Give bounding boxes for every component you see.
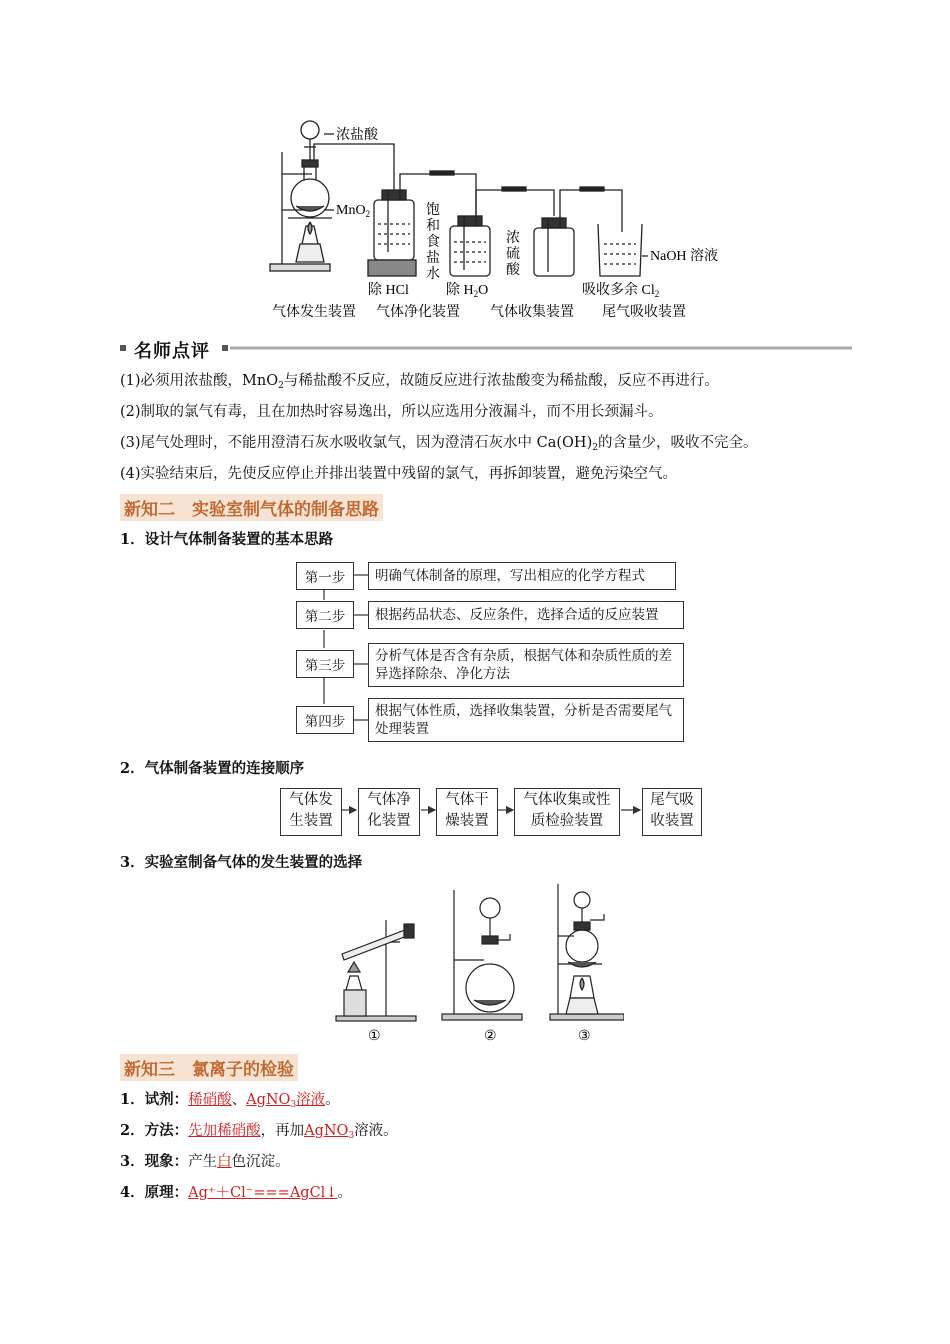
device-2-label: ② — [484, 1028, 497, 1044]
label-conc-hcl: 浓盐酸 — [336, 127, 378, 143]
label-remove-hcl: 除 HCl — [368, 283, 409, 298]
principle-line: 4．原理：Ag⁺＋Cl⁻===AgCl↓。 — [120, 1184, 352, 1201]
section2-heading-3: 3．实验室制备气体的发生装置的选择 — [120, 854, 363, 871]
svg-text:饱: 饱 — [426, 202, 440, 218]
label-conc-sulfuric-acid — [506, 230, 521, 278]
label-mno2: MnO$_2$ — [336, 203, 371, 219]
step-2-label: 第二步 — [296, 601, 354, 629]
label-saturated-salt-water — [426, 202, 440, 282]
section2-title: 新知二 实验室制气体的制备思路 — [120, 494, 383, 521]
method-line: 2．方法：先加稀硝酸，再加AgNO$_3$溶液。 — [120, 1122, 398, 1141]
svg-text:水: 水 — [426, 266, 440, 282]
section2-heading-1: 1．设计气体制备装置的基本思路 — [120, 531, 334, 548]
label-absorb-cl2: 吸收多余 $Cl_2$ — [582, 283, 660, 299]
comment-item-1: (1)必须用浓盐酸，MnO$_2$与稀盐酸不反应，故随反应进行浓盐酸变为稀盐酸，反应不再进行。 — [120, 373, 719, 391]
svg-text:浓: 浓 — [506, 230, 520, 246]
svg-text:盐: 盐 — [426, 250, 440, 266]
svg-text:食: 食 — [426, 234, 440, 250]
comment-header-rule — [120, 335, 852, 363]
caption-collection: 气体收集装置 — [490, 304, 574, 320]
reagent-line: 1．试剂：稀硝酸、AgNO$_3$溶液。 — [120, 1091, 340, 1110]
flow-generation: 气体发 生装置 — [280, 788, 342, 836]
label-naoh-solution: NaOH 溶液 — [650, 249, 719, 264]
caption-generation: 气体发生装置 — [272, 304, 356, 320]
flow-purification: 气体净 化装置 — [358, 788, 420, 836]
comment-item-3: (3)尾气处理时，不能用澄清石灰水吸收氯气，因为澄清石灰水中 $Ca(OH)_2$的含量少，吸收不完全。 — [120, 435, 758, 453]
step-2-text: 根据药品状态、反应条件，选择合适的反应装置 — [368, 601, 684, 629]
flow-drying: 气体干 燥装置 — [436, 788, 498, 836]
comment-title: 名师点评 — [134, 341, 210, 362]
step-1-label: 第一步 — [296, 562, 354, 590]
svg-text:硫: 硫 — [506, 246, 520, 262]
phenomenon-line: 3．现象：产生白色沉淀。 — [120, 1153, 290, 1170]
flow-tail-gas: 尾气吸 收装置 — [642, 788, 702, 836]
step-4-text: 根据气体性质，选择收集装置，分析是否需要尾气处理装置 — [368, 698, 684, 742]
section3-title: 新知三 氯离子的检验 — [120, 1054, 298, 1081]
svg-text:和: 和 — [426, 218, 440, 234]
device-3-label: ③ — [578, 1028, 591, 1044]
step-1-text: 明确气体制备的原理，写出相应的化学方程式 — [368, 562, 676, 590]
section2-heading-2: 2．气体制备装置的连接顺序 — [120, 760, 305, 777]
caption-purification: 气体净化装置 — [376, 304, 460, 320]
flow-collection-testing: 气体收集或性 质检验装置 — [514, 788, 620, 836]
comment-item-2: (2)制取的氯气有毒，且在加热时容易逸出，所以应选用分液漏斗，而不用长颈漏斗。 — [120, 404, 663, 420]
svg-text:酸: 酸 — [506, 262, 520, 278]
label-remove-h2o: 除 $H_2O$ — [446, 283, 489, 299]
generation-devices-diagram — [334, 880, 624, 1048]
chlorine-apparatus-diagram — [262, 112, 732, 324]
caption-tail-gas: 尾气吸收装置 — [602, 304, 686, 320]
step-3-text: 分析气体是否含有杂质，根据气体和杂质性质的差异选择除杂、净化方法 — [368, 643, 684, 687]
step-4-label: 第四步 — [296, 706, 354, 734]
step-3-label: 第三步 — [296, 650, 354, 678]
device-1-label: ① — [368, 1028, 381, 1044]
comment-item-4: (4)实验结束后，先使反应停止并排出装置中残留的氯气，再拆卸装置，避免污染空气。 — [120, 466, 678, 482]
